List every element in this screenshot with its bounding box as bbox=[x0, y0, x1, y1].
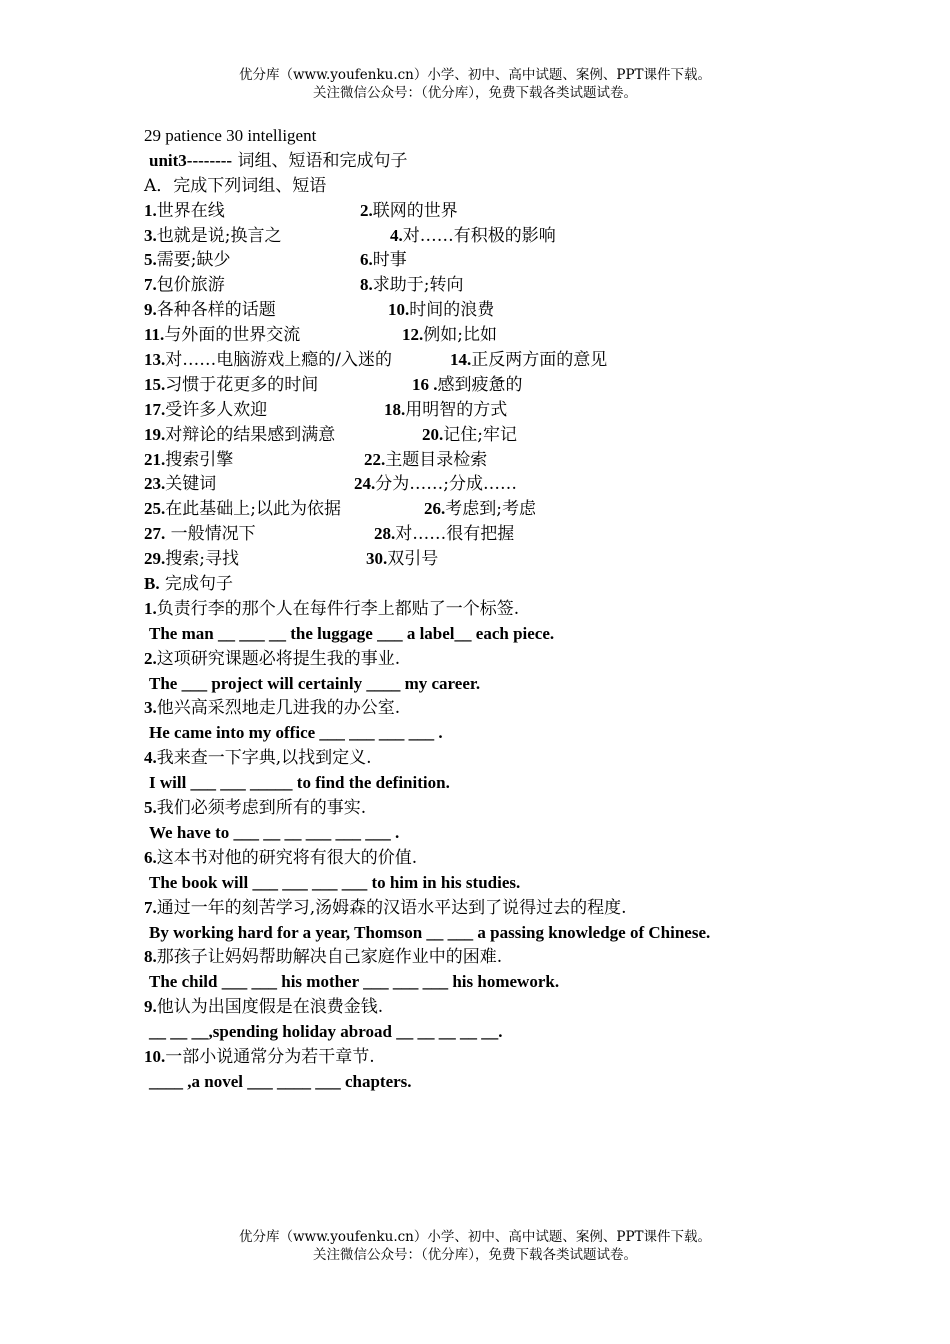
unit-label: unit3-------- bbox=[149, 150, 233, 170]
phrase-item: 11.与外面的世界交流 bbox=[144, 325, 301, 346]
phrase-row bbox=[144, 248, 824, 273]
sentence-prompt: 9.他认为出国度假是在浪费金钱. bbox=[144, 997, 384, 1018]
phrase-item: 26.考虑到;考虑 bbox=[424, 499, 536, 520]
phrase-item: 5.需要;缺少 bbox=[144, 250, 231, 271]
phrase-item: 18.用明智的方式 bbox=[384, 399, 508, 420]
phrase-item: 13.对……电脑游戏上瘾的/入迷的 bbox=[144, 350, 392, 371]
section-b-title: B. 完成句子 bbox=[144, 574, 233, 595]
phrase-row bbox=[144, 423, 824, 448]
unit-heading bbox=[144, 149, 824, 174]
phrase-row bbox=[144, 199, 824, 224]
phrase-item: 19.对辩论的结果感到满意 bbox=[144, 424, 336, 445]
phrase-item: 8.求助于;转向 bbox=[360, 275, 464, 296]
document-body bbox=[144, 124, 824, 1095]
phrase-item: 14.正反两方面的意见 bbox=[450, 350, 608, 371]
phrase-item: 12.例如;比如 bbox=[402, 325, 497, 346]
sentence-prompt: 3.他兴高采烈地走几进我的办公室. bbox=[144, 698, 401, 719]
sentence-prompt: 5.我们必须考虑到所有的事实. bbox=[144, 798, 367, 819]
phrase-item: 4.对……有积极的影响 bbox=[390, 225, 556, 246]
sentence-prompt: 8.那孩子让妈妈帮助解决自己家庭作业中的困难. bbox=[144, 947, 503, 968]
phrase-row bbox=[144, 547, 824, 572]
sentence-prompt: 1.负责行李的那个人在每件行李上都贴了一个标签. bbox=[144, 598, 520, 619]
sentence-prompt: 2.这项研究课题必将提生我的事业. bbox=[144, 648, 401, 669]
sentence-prompt: 6.这本书对他的研究将有很大的价值. bbox=[144, 847, 418, 868]
section-a-list bbox=[144, 199, 824, 572]
footer-line-1: 优分库（www.youfenku.cn）小学、初中、高中试题、案例、PPT课件下载。 bbox=[238, 1229, 712, 1245]
top-answer-line: 29 patience 30 intelligent bbox=[144, 126, 317, 145]
phrase-item: 15.习惯于花更多的时间 bbox=[144, 374, 319, 395]
phrase-item: 17.受许多人欢迎 bbox=[144, 399, 268, 420]
phrase-item: 2.联网的世界 bbox=[360, 200, 458, 221]
phrase-row bbox=[144, 373, 824, 398]
sentence-blank: I will ___ ___ _____ to find the definition. bbox=[149, 773, 450, 793]
sentence-blank: We have to ___ __ __ ___ ___ ___ . bbox=[149, 822, 400, 842]
phrase-item: 22.主题目录检索 bbox=[364, 449, 488, 470]
phrase-row bbox=[144, 497, 824, 522]
phrase-item: 21.搜索引擎 bbox=[144, 449, 234, 470]
phrase-item: 23.关键词 bbox=[144, 474, 217, 495]
phrase-row bbox=[144, 448, 824, 473]
sentence-blank: He came into my office ___ ___ ___ ___ . bbox=[149, 723, 443, 743]
phrase-item: 9.各种各样的话题 bbox=[144, 300, 276, 321]
footer-line-2: 关注微信公众号：（优分库），免费下载各类试题试卷。 bbox=[313, 1247, 637, 1263]
sentence-blank: The book will ___ ___ ___ ___ to him in his studies. bbox=[149, 872, 521, 892]
phrase-row bbox=[144, 273, 824, 298]
phrase-row bbox=[144, 323, 824, 348]
phrase-item: 16 .感到疲惫的 bbox=[412, 374, 523, 395]
section-a-title: A．完成下列词组、短语 bbox=[144, 175, 327, 196]
page-header bbox=[0, 66, 950, 102]
sentence-prompt: 7.通过一年的刻苦学习,汤姆森的汉语水平达到了说得过去的程度. bbox=[144, 897, 627, 918]
phrase-row bbox=[144, 522, 824, 547]
phrase-item: 24.分为……;分成…… bbox=[354, 474, 517, 495]
phrase-item: 27. 一般情况下 bbox=[144, 524, 256, 545]
phrase-row bbox=[144, 472, 824, 497]
phrase-item: 20.记住;牢记 bbox=[422, 424, 517, 445]
page-footer bbox=[0, 1228, 950, 1264]
phrase-row bbox=[144, 348, 824, 373]
phrase-item: 3.也就是说;换言之 bbox=[144, 225, 282, 246]
phrase-item: 10.时间的浪费 bbox=[388, 300, 495, 321]
sentence-blank: The ___ project will certainly ____ my career. bbox=[149, 673, 481, 693]
phrase-row bbox=[144, 224, 824, 249]
phrase-item: 25.在此基础上;以此为依据 bbox=[144, 499, 341, 520]
phrase-item: 28.对……很有把握 bbox=[374, 524, 515, 545]
phrase-item: 6.时事 bbox=[360, 250, 407, 271]
header-line-2: 关注微信公众号：（优分库），免费下载各类试题试卷。 bbox=[313, 85, 637, 101]
header-line-1: 优分库（www.youfenku.cn）小学、初中、高中试题、案例、PPT课件下载。 bbox=[238, 67, 712, 83]
section-b-list bbox=[144, 597, 824, 1095]
sentence-blank: By working hard for a year, Thomson __ ___ a passing knowledge of Chinese. bbox=[149, 922, 711, 942]
sentence-blank: The child ___ ___ his mother ___ ___ ___ his homework. bbox=[149, 972, 560, 992]
unit-title: 词组、短语和完成句子 bbox=[232, 150, 408, 171]
sentence-prompt: 10.一部小说通常分为若干章节. bbox=[144, 1046, 375, 1067]
phrase-item: 29.搜索;寻找 bbox=[144, 549, 239, 570]
phrase-row bbox=[144, 298, 824, 323]
sentence-prompt: 4.我来查一下字典,以找到定义. bbox=[144, 748, 372, 769]
phrase-row bbox=[144, 398, 824, 423]
phrase-item: 30.双引号 bbox=[366, 549, 439, 570]
sentence-blank: The man __ ___ __ the luggage ___ a label__ each piece. bbox=[149, 623, 555, 643]
sentence-blank: __ __ __,spending holiday abroad __ __ __ __ __. bbox=[149, 1022, 503, 1042]
sentence-blank: ____ ,a novel ___ ____ ___ chapters. bbox=[149, 1071, 412, 1091]
phrase-item: 7.包价旅游 bbox=[144, 275, 225, 296]
phrase-item: 1.世界在线 bbox=[144, 200, 225, 221]
